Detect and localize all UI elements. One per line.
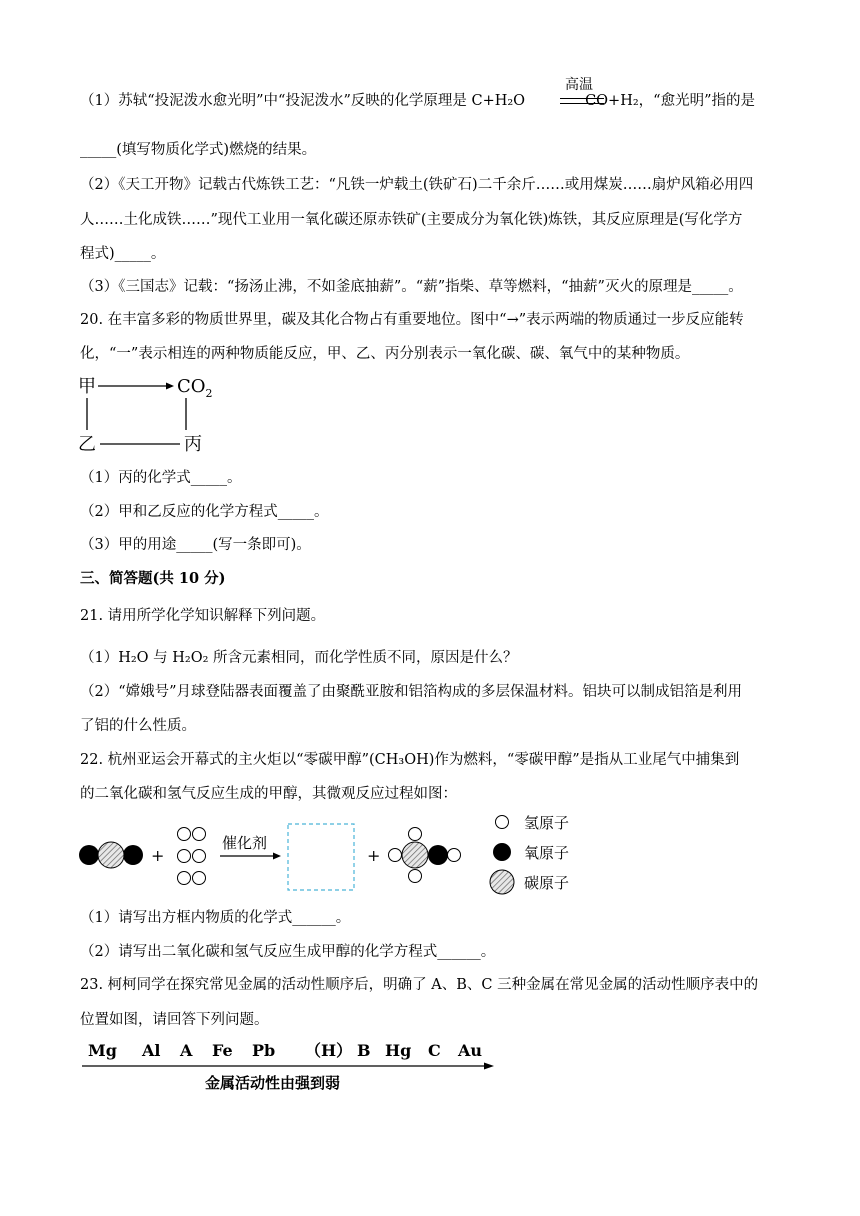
q19-part3: （3）《三国志》记载：“扬汤止沸，不如釜底抽薪”。“薪”指柴、草等燃料，“抽薪”灭火的原理是_____。 [80,279,743,295]
q21-sub1: （1）H₂O 与 H₂O₂ 所含元素相同，而化学性质不同，原因是什么？ [80,650,518,666]
co2-molecule [79,842,143,868]
hydrogen-atom [193,850,206,863]
metal-activity-series [80,1036,500,1098]
hydrogen-atom [389,849,402,862]
q22-sub1: （1）请写出方框内物质的化学式______。 [80,910,351,926]
legend-hydrogen-label: 氢原子 [524,814,570,832]
carbon-atom [98,842,124,868]
q21-sub2-line1: （2）“嫦娥号”月球登陆器表面覆盖了由聚酰亚胺和铝箔构成的多层保温材料。铝块可以制成铝箔是利用 [80,684,743,700]
hydrogen-atom [178,872,191,885]
catalyst-label: 催化剂 [222,834,268,852]
node-bing: 丙 [184,434,202,455]
q19-part1 [80,91,755,111]
methanol-molecule [389,828,461,883]
q20-sub2: （2）甲和乙反应的化学方程式_____。 [80,504,329,520]
metal-symbol: B [357,1041,371,1060]
node-yi: 乙 [78,434,96,455]
arrow-head [166,383,174,390]
hydrogen-atom [193,828,206,841]
hydrogen-atom [409,828,422,841]
q19-part2-line1: （2）《天工开物》记载古代炼铁工艺：“凡铁一炉载土(铁矿石)二千余斤……或用煤炭……扇炉风箱必用四 [80,177,754,193]
metal-symbol: Pb [252,1041,276,1060]
metal-symbol: （H） [305,1041,353,1060]
legend [490,814,569,894]
legend-carbon-icon [490,870,514,894]
hydrogen-molecules [178,828,206,885]
reaction-double-line [560,98,604,104]
oxygen-atom [428,845,448,865]
unknown-product-box [288,824,354,890]
q20-sub1: （1）丙的化学式_____。 [80,470,242,486]
q22-line2: 的二氧化碳和氢气反应生成的甲醇，其微观反应过程如图： [80,786,457,802]
metal-symbol: Au [458,1041,483,1060]
q20-line2: 化，“一”表示相连的两种物质能反应，甲、乙、丙分别表示一氧化碳、碳、氧气中的某种物质。 [80,346,690,362]
reaction-arrow-head [273,853,281,860]
metal-symbol: Hg [385,1041,412,1060]
plus-sign-2: + [367,846,381,865]
oxygen-atom [79,845,99,865]
metal-symbol: Fe [212,1041,233,1060]
q23-line1: 23. 柯柯同学在探究常见金属的活动性顺序后，明确了 A、B、C 三种金属在常见金属的活动性顺序表中的 [80,977,759,993]
q22-micro-reaction-diagram [76,806,596,896]
q21-sub2-line2: 了铝的什么性质。 [80,718,196,734]
section-title: 三、简答题(共 10 分) [80,570,226,587]
activity-arrow-head [484,1063,494,1070]
hydrogen-atom [178,828,191,841]
q19-part2-line3: 程式)_____。 [80,246,166,262]
node-jia: 甲 [78,376,96,397]
plus-sign-1: + [151,846,165,865]
q19-part1-suffix: CO+H₂，“愈光明”指的是 [585,93,755,109]
legend-carbon-label: 碳原子 [524,874,570,892]
node-co2: $CO_2$ [177,376,213,400]
hydrogen-atom [178,850,191,863]
q20-line1: 20. 在丰富多彩的物质世界里，碳及其化合物占有重要地位。图中“→”表示两端的物质通过一步反应能转 [80,312,744,328]
q21-line1: 21. 请用所学化学知识解释下列问题。 [80,608,326,624]
hydrogen-atom [409,870,422,883]
q23-line2: 位置如图，请回答下列问题。 [80,1012,269,1028]
q19-part1-prefix: （1）苏轼“投泥泼水愈光明”中“投泥泼水”反映的化学原理是 C+H₂O [80,93,526,109]
reaction-condition: 高温 [565,77,593,93]
hydrogen-atom [193,872,206,885]
metal-symbol: Mg [88,1041,117,1060]
activity-caption: 金属活动性由强到弱 [205,1074,341,1092]
legend-oxygen-label: 氧原子 [524,844,570,862]
oxygen-atom [123,845,143,865]
q20-sub3: （3）甲的用途_____(写一条即可)。 [80,537,311,553]
metal-symbol: C [428,1041,441,1060]
metal-symbol: Al [142,1041,161,1060]
q19-part1-cont: _____(填写物质化学式)燃烧的结果。 [80,142,317,158]
legend-hydrogen-icon [496,816,509,829]
metal-symbol: A [180,1041,193,1060]
legend-oxygen-icon [493,843,511,861]
q22-sub2: （2）请写出二氧化碳和氢气反应生成甲醇的化学方程式______。 [80,944,496,960]
carbon-atom [402,842,428,868]
q20-relation-diagram [76,368,236,460]
series-row [88,1041,482,1060]
q22-line1: 22. 杭州亚运会开幕式的主火炬以“零碳甲醇”(CH₃OH)作为燃料，“零碳甲醇”是指从工业尾气中捕集到 [80,752,740,768]
hydrogen-atom [448,849,461,862]
q19-part2-line2: 人……土化成铁……”现代工业用一氧化碳还原赤铁矿(主要成分为氧化铁)炼铁，其反应原理是(写化学方 [80,212,743,228]
